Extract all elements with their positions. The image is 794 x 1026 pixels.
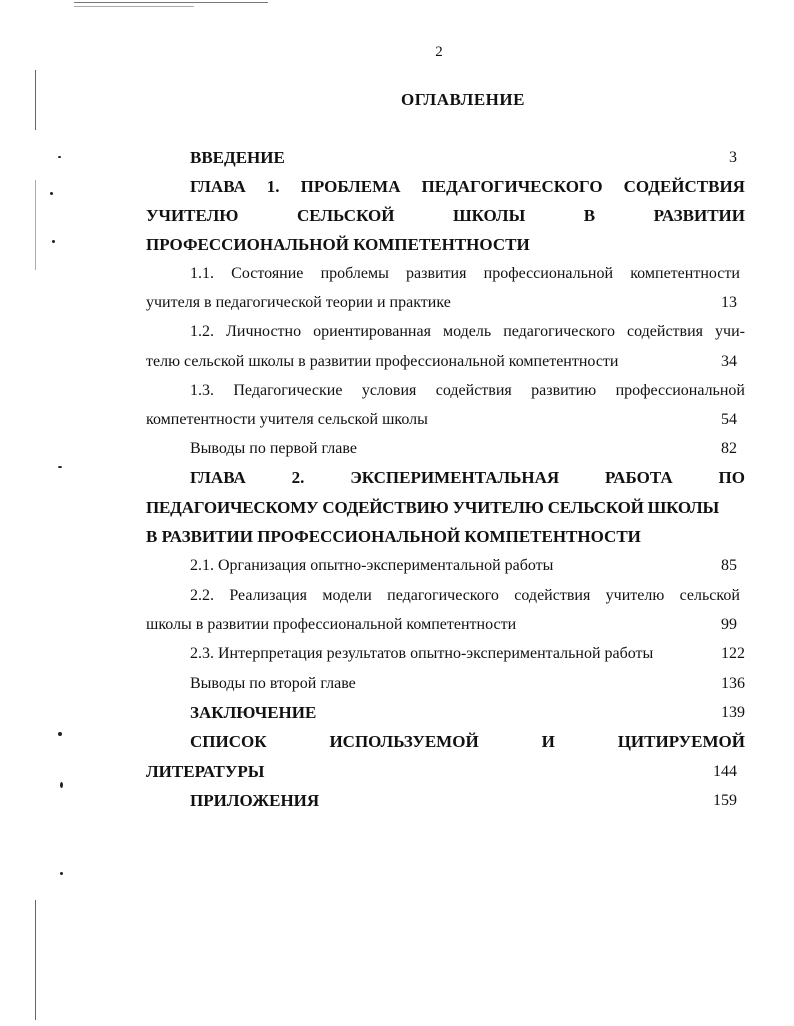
toc-entry-conclusions-2[interactable] [190,672,745,696]
word: ПЕДАГОГИЧЕСКОГО [421,177,603,196]
scan-artifact-speck [60,872,63,875]
toc-section-1-3-line-1[interactable] [190,379,745,403]
word: СПИСОК [190,732,267,751]
toc-entry-label: телю сельской школы в развитии профессиональной компетентности [146,353,619,370]
page-title: ОГЛАВЛЕНИЕ [401,90,525,109]
toc-section-2-2-line-1[interactable] [190,584,740,608]
toc-section-1-1-line-1[interactable] [190,262,740,286]
toc-entry-label: учителя в педагогической теории и практике [146,294,451,311]
toc-section-1-2-line-2[interactable] [146,350,745,374]
toc-entry-label: школы в развитии профессиональной компетентности [146,616,517,633]
word: 1.3. [190,382,214,399]
word: Состояние [231,265,304,282]
toc-section-2-1[interactable] [190,554,745,578]
toc-entry-page: 3 [729,149,737,166]
word: ПРОБЛЕМА [300,177,401,196]
word: 1.2. [190,323,214,340]
toc-entry-page: 99 [721,616,737,633]
scan-artifact-speck [58,466,62,468]
toc-entry-conclusions-1[interactable] [190,437,745,461]
scan-artifact-speck [52,240,55,243]
word: 2. [291,468,305,487]
toc-entry-page: 122 [721,645,745,662]
word: развития [406,265,467,282]
toc-entry-page: 34 [721,353,737,370]
toc-entry-label: Выводы по второй главе [190,675,356,692]
word: профессиональной [615,382,745,399]
word: РАЗВИТИИ [653,206,745,225]
scan-artifact-speck [58,156,61,158]
toc-entry-references-line-1[interactable] [190,730,745,754]
word: ЭКСПЕРИМЕНТАЛЬНАЯ [350,468,560,487]
word: педагогического [503,323,615,340]
word: ИСПОЛЬЗУЕМОЙ [329,732,479,751]
toc-entry-label: ВВЕДЕНИЕ [190,148,285,167]
word: учителю [605,587,665,604]
word: РАБОТА [605,468,673,487]
word: ГЛАВА [190,468,246,487]
word: педагогического [387,587,499,604]
word: ПО [718,468,745,487]
toc-section-1-3-line-2[interactable] [146,408,745,432]
toc-entry-label: 2.1. Организация опытно-экспериментальной работы [190,557,554,574]
scan-artifact-speck [58,732,62,736]
toc-section-2-2-line-2[interactable] [146,613,745,637]
toc-section-1-2-line-1[interactable] [190,320,745,344]
toc-entry-label: ЗАКЛЮЧЕНИЕ [190,703,317,722]
toc-entry-label: ЛИТЕРАТУРЫ [146,762,265,781]
scan-artifact-margin [35,180,36,270]
word: Педагогические [233,382,343,399]
word: сельской [679,587,740,604]
toc-entry-references-line-2[interactable] [146,760,745,784]
toc-entry-page: 159 [713,792,737,809]
word: содействия [435,382,512,399]
word: ЦИТИРУЕМОЙ [617,732,745,751]
word: условия [361,382,417,399]
toc-entry-intro[interactable] [190,146,745,170]
toc-entry-appendices[interactable] [190,789,745,813]
scan-artifact-line [74,2,268,3]
word: ориентированная [313,323,431,340]
word: 2.2. [190,587,214,604]
word: модели [322,587,372,604]
toc-entry-label: ПРИЛОЖЕНИЯ [190,791,320,810]
word: ШКОЛЫ [452,206,526,225]
word: Личностно [226,323,302,340]
toc-section-2-3[interactable] [190,642,745,666]
toc-entry-page: 13 [721,294,737,311]
toc-entry-label: 2.3. Интерпретация результатов опытно-экспериментальной работы [190,645,654,662]
scan-artifact-speck [60,782,63,788]
word: компетентности [630,265,740,282]
word: СОДЕЙСТВИЯ [623,177,745,196]
word: модель [442,323,492,340]
word: И [541,732,555,751]
toc-chapter-1-line-3[interactable]: ПРОФЕССИОНАЛЬНОЙ КОМПЕТЕНТНОСТИ [146,235,530,254]
scan-artifact-speck [50,192,53,195]
word: УЧИТЕЛЮ [146,206,239,225]
toc-entry-label: Выводы по первой главе [190,440,357,457]
word: ГЛАВА [190,177,246,196]
toc-entry-page: 82 [721,440,737,457]
word: 1. [266,177,280,196]
word: СЕЛЬСКОЙ [296,206,395,225]
scan-artifact-line [74,6,194,7]
word: профессиональной [483,265,614,282]
word: проблемы [320,265,389,282]
toc-entry-page: 139 [721,704,745,721]
word: учи- [715,323,745,340]
toc-chapter-2-line-2[interactable]: ПЕДАГОИЧЕСКОМУ СОДЕЙСТВИЮ УЧИТЕЛЮ СЕЛЬСКОЙ ШКОЛЫ [146,498,719,517]
toc-chapter-1-line-1[interactable] [190,175,745,199]
word: 1.1. [190,265,214,282]
toc-entry-page: 85 [721,557,737,574]
word: развитию [531,382,597,399]
toc-chapter-2-line-1[interactable] [190,466,745,490]
word: В [583,206,596,225]
toc-entry-label: компетентности учителя сельской школы [146,411,428,428]
word: содействия [627,323,704,340]
word: Реализация [229,587,308,604]
toc-section-1-1-line-2[interactable] [146,291,745,315]
scan-artifact-margin [35,900,36,1020]
page-number: 2 [435,44,443,60]
toc-chapter-1-line-2[interactable] [146,204,745,228]
toc-entry-page: 136 [721,675,745,692]
word: содействия [514,587,591,604]
toc-entry-conclusion[interactable] [190,701,745,725]
toc-entry-page: 144 [713,763,737,780]
toc-entry-page: 54 [721,411,737,428]
toc-chapter-2-line-3[interactable]: В РАЗВИТИИ ПРОФЕССИОНАЛЬНОЙ КОМПЕТЕНТНОСТИ [146,527,641,546]
